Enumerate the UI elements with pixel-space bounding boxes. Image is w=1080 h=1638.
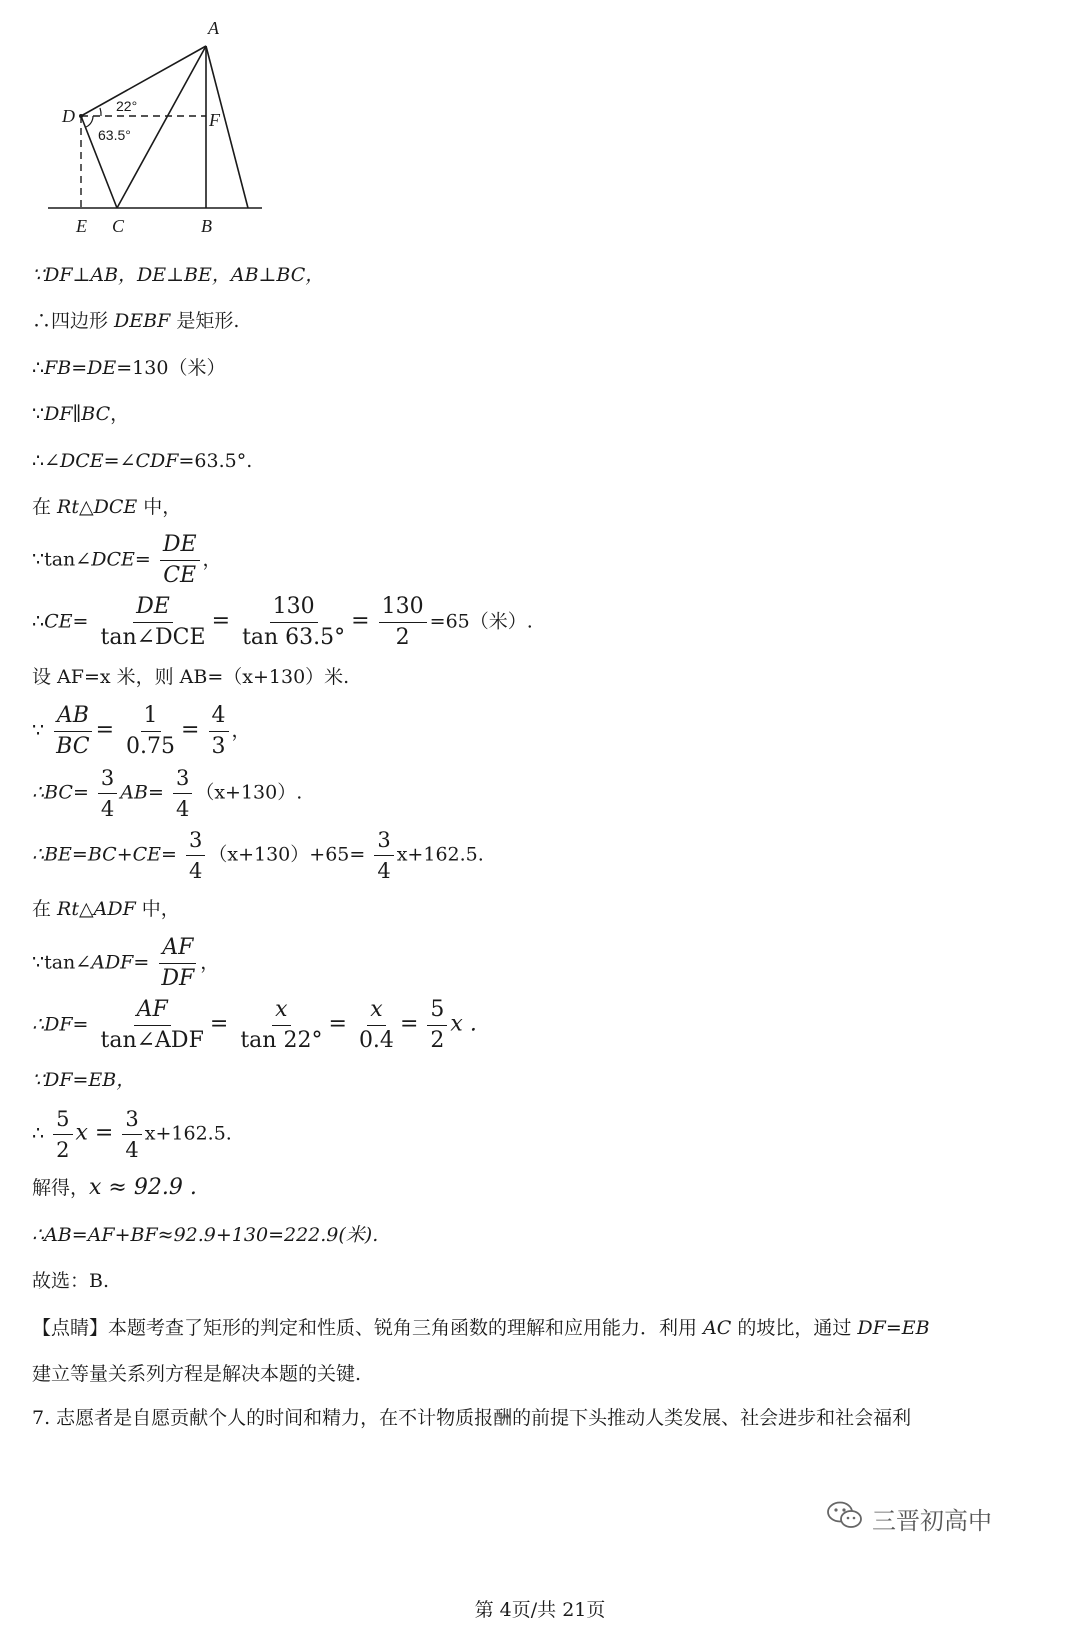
line-20: 故选：B. bbox=[32, 1270, 110, 1292]
line-7: ∵tan∠DCE= $\frac{DE}{CE}$ ， bbox=[32, 530, 222, 591]
line-1: ∵DF⊥AB，DE⊥BE，AB⊥BC， bbox=[32, 264, 325, 286]
line-19: ∴AB=AF+BF≈92.9+130=222.9(米). bbox=[32, 1224, 379, 1246]
line-5: ∴∠DCE=∠CDF=63.5°. bbox=[32, 450, 253, 472]
wechat-icon bbox=[826, 1500, 864, 1536]
watermark-text: 三晋初高中 bbox=[872, 1506, 992, 1535]
line-16: ∵DF=EB， bbox=[32, 1069, 136, 1091]
fraction: $\frac{AF}{\text{tan∠ADF}}$ bbox=[100, 997, 204, 1053]
point-e-label: E bbox=[76, 216, 87, 236]
question-7: 7. 志愿者是自愿贡献个人的时间和精力，在不计物质报酬的前提下头推动人类发展、社会进步和社会福利 bbox=[32, 1407, 912, 1429]
point-a-label: A bbox=[208, 18, 219, 38]
line-11: ∴BC= $\frac{3}{4}$ AB= $\frac{3}{4}$ （x+130）. bbox=[32, 763, 302, 824]
fraction: $\frac{3}{4}$ bbox=[173, 763, 192, 824]
line-17: ∴ $\frac{5}{2}$ x = $\frac{3}{4}$ x+162.5. bbox=[32, 1104, 232, 1165]
fraction: $\frac{5}{2}$ bbox=[53, 1104, 72, 1165]
dianjing-paragraph: 【点睛】本题考查了矩形的判定和性质、锐角三角函数的理解和应用能力．利用 AC 的坡比，通过 DF=EB 建立等量关系列方程是解决本题的关键. bbox=[32, 1317, 930, 1385]
line-2: ∴四边形 DEBF 是矩形. bbox=[32, 310, 240, 332]
line-8: ∴CE= $\frac{DE}{\text{tan∠DCE}}$ = $\frac{130}{\tan 63.5^\circ}$ = $\frac{130}{2}$ =65（米）. bbox=[32, 592, 533, 653]
line-10: ∵ $\frac{AB}{BC}$ = $\frac{1}{0.75}$ = $\frac{4}{3}$ ， bbox=[32, 701, 251, 762]
page-footer: 第 4页/共 21页 bbox=[474, 1599, 606, 1621]
line-6: 在 Rt△DCE 中， bbox=[32, 496, 182, 518]
point-d-label: D bbox=[62, 106, 75, 126]
angle-22-label: 22° bbox=[116, 98, 138, 114]
line-4: ∵DF∥BC， bbox=[32, 403, 130, 425]
fraction: $\frac{AF}{DF}$ bbox=[158, 933, 197, 994]
fraction: $\frac{x}{0.4}$ bbox=[358, 997, 394, 1053]
fraction: $\frac{AB}{BC}$ bbox=[53, 701, 92, 762]
fraction: $\frac{1}{0.75}$ bbox=[126, 703, 176, 759]
geometry-figure bbox=[40, 10, 290, 250]
fraction: $\frac{3}{4}$ bbox=[122, 1104, 141, 1165]
fraction: $\frac{3}{4}$ bbox=[186, 825, 205, 886]
point-b-label: B bbox=[201, 216, 212, 236]
line-15: ∴DF= $\frac{AF}{\text{tan∠ADF}}$ = $\frac{x}{\tan 22^\circ}$ = $\frac{x}{0.4}$ = $\frac{5}{2}$ x . bbox=[32, 995, 477, 1056]
line-13: 在 Rt△ADF 中， bbox=[32, 898, 180, 920]
fraction: $\frac{3}{4}$ bbox=[98, 763, 117, 824]
fraction: $\frac{x}{\tan 22^\circ}$ bbox=[240, 997, 323, 1053]
fraction: $\frac{DE}{CE}$ bbox=[160, 530, 200, 591]
angle-63-label: 63.5° bbox=[98, 127, 131, 143]
line-9: 设 AF=x 米，则 AB=（x+130）米. bbox=[32, 666, 350, 688]
fraction: $\frac{130}{\tan 63.5^\circ}$ bbox=[242, 594, 346, 650]
fraction: $\frac{5}{2}$ bbox=[427, 995, 447, 1056]
fraction: $\frac{130}{2}$ bbox=[379, 592, 427, 653]
line-3: ∴FB=DE=130（米） bbox=[32, 357, 226, 379]
fraction: $\frac{3}{4}$ bbox=[374, 825, 393, 886]
line-14: ∵tan∠ADF= $\frac{AF}{DF}$ ， bbox=[32, 933, 219, 994]
line-12: ∴BE=BC+CE= $\frac{3}{4}$ （x+130）+65= $\frac{3}{4}$ x+162.5. bbox=[32, 825, 484, 886]
watermark bbox=[826, 1500, 992, 1536]
fraction: $\frac{4}{3}$ bbox=[209, 701, 229, 762]
fraction: $\frac{DE}{\text{tan∠DCE}}$ bbox=[100, 594, 206, 650]
line-18: 解得，x ≈ 92.9 . bbox=[32, 1175, 197, 1200]
point-f-label: F bbox=[209, 110, 220, 130]
point-c-label: C bbox=[112, 216, 125, 236]
